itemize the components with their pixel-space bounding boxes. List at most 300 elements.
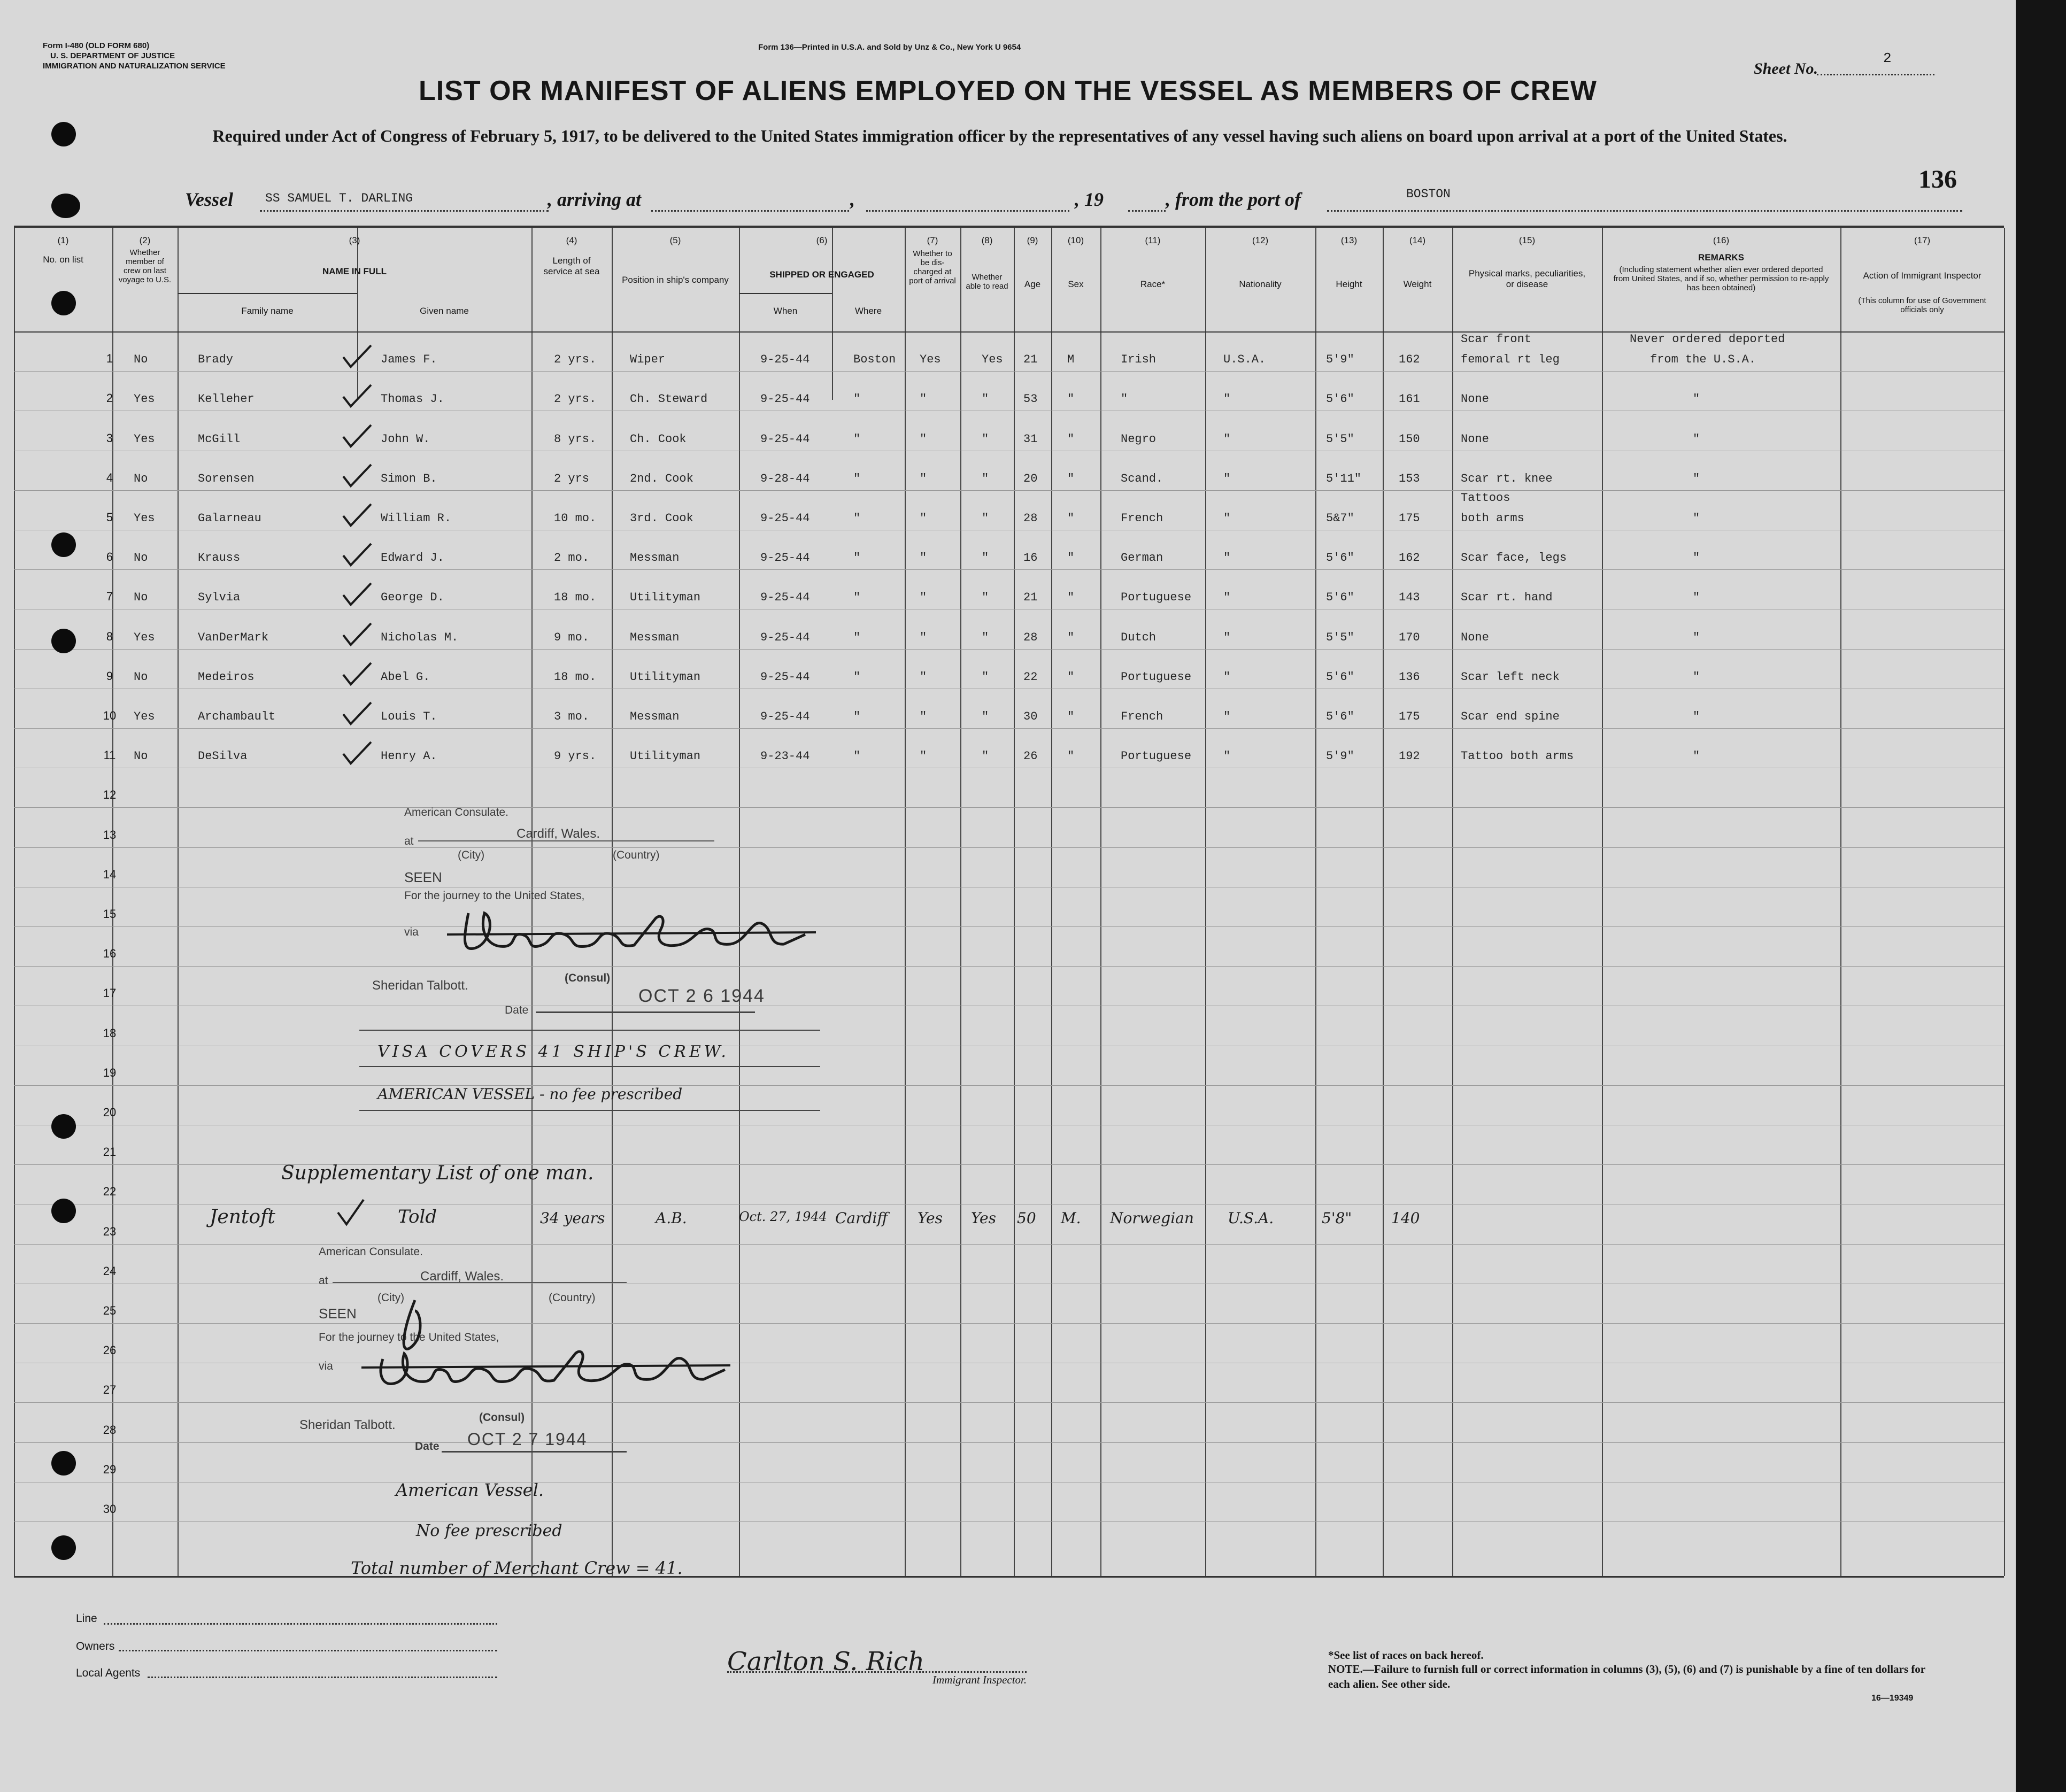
supp-weight: 140	[1391, 1209, 1420, 1227]
binder-hole	[51, 629, 76, 653]
crew-weight-cell: 170	[1399, 630, 1420, 644]
row-number: 29	[103, 1462, 117, 1476]
crew-race-cell: Dutch	[1121, 630, 1157, 644]
crew-when-cell: 9-25-44	[760, 551, 810, 565]
arriving-rule-2	[866, 210, 1069, 212]
crew-age-cell: 16	[1023, 551, 1038, 565]
row-number: 9	[106, 669, 113, 683]
crew-height-cell: 5'5"	[1326, 432, 1354, 446]
row-rule	[14, 490, 2004, 491]
row-rule	[14, 926, 2004, 927]
crew-given-cell: John W.	[381, 432, 430, 446]
check-icon	[341, 502, 373, 529]
stamp2-via: via	[319, 1360, 333, 1372]
col5-label: Position in ship's company	[622, 275, 729, 285]
footer-agents-label: Local Agents	[76, 1667, 141, 1679]
crew-height-cell: 5'11"	[1326, 472, 1362, 485]
col-line	[905, 228, 906, 1576]
year-label: , 19	[1075, 189, 1104, 210]
supp-where: Cardiff	[835, 1209, 888, 1227]
col10-label: Sex	[1068, 279, 1084, 289]
crew-race-cell: Portuguese	[1121, 670, 1192, 684]
crew-sex-cell: "	[1067, 630, 1075, 644]
col-line	[178, 228, 179, 1576]
row-number: 6	[106, 550, 113, 564]
crew-when-cell: 9-23-44	[760, 750, 810, 763]
sheet-number-value: 2	[1883, 50, 1892, 66]
row-number: 25	[103, 1304, 117, 1317]
supp-disch: Yes	[918, 1209, 943, 1227]
crew-marks-cell: Scar rt. hand	[1461, 591, 1553, 605]
crew-age-cell: 28	[1023, 512, 1038, 525]
consul-signature-2	[345, 1295, 741, 1402]
inspector-rule	[727, 1671, 1027, 1673]
year-rule	[1128, 210, 1166, 212]
check-icon	[341, 462, 373, 489]
crew-where-cell: Boston	[853, 353, 896, 367]
crew-when-cell: 9-28-44	[760, 472, 810, 485]
crew-sex-cell: "	[1067, 750, 1075, 763]
col6-when: When	[773, 306, 798, 316]
crew-position-cell: Messman	[630, 710, 680, 723]
stamp1-date-value: OCT 2 6 1944	[638, 986, 765, 1006]
crew-read-cell: "	[982, 551, 989, 565]
crew-read-cell: "	[982, 710, 989, 723]
row-number: 10	[103, 709, 117, 722]
row-number: 15	[103, 907, 117, 921]
page-subtitle: Required under Act of Congress of February 5, 1917, to be delivered to the United States immigration officer by the representatives of any vessel having such aliens on board upon arrival at a port of the United States.	[212, 126, 1787, 145]
row-number: 20	[103, 1106, 117, 1119]
service-line: IMMIGRATION AND NATURALIZATION SERVICE	[43, 61, 226, 71]
arriving-label: , arriving at	[548, 189, 642, 210]
crew-remarks-cell: "	[1693, 670, 1700, 684]
crew-height-cell: 5'5"	[1326, 630, 1354, 644]
crew-age-cell: 21	[1023, 353, 1038, 367]
supp-position: A.B.	[656, 1209, 687, 1227]
stamp2-country: (Country)	[549, 1292, 596, 1304]
stamp2-consulate: American Consulate.	[319, 1246, 423, 1258]
col-line	[1051, 228, 1052, 1576]
supp-given: Told	[398, 1206, 437, 1227]
stamp1-at: at	[404, 835, 414, 847]
crew-height-cell: 5&7"	[1326, 512, 1354, 525]
crew-nat-cell: "	[1223, 392, 1231, 406]
supp-race: Norwegian	[1110, 1209, 1194, 1227]
crew-marks-first-line: Scar front	[1461, 333, 1532, 346]
supp-height: 5'8"	[1322, 1209, 1352, 1227]
row-number: 3	[106, 431, 113, 445]
crew-disch-cell: "	[920, 392, 927, 406]
row-rule	[14, 966, 2004, 967]
crew-height-cell: 5'6"	[1326, 551, 1354, 565]
stamp1-consulate: American Consulate.	[404, 806, 508, 818]
row-number: 26	[103, 1343, 117, 1357]
stamp1-date-label: Date	[505, 1004, 529, 1016]
crew-prev-cell: No	[134, 750, 148, 763]
crew-height-cell: 5'6"	[1326, 710, 1354, 723]
col-line	[1840, 228, 1841, 1576]
crew-position-cell: 3rd. Cook	[630, 512, 693, 525]
crew-sex-cell: "	[1067, 670, 1075, 684]
row-number: 1	[106, 352, 113, 366]
crew-prev-cell: Yes	[134, 710, 155, 723]
crew-when-cell: 9-25-44	[760, 591, 810, 605]
binder-hole	[51, 1114, 76, 1139]
crew-when-cell: 9-25-44	[760, 670, 810, 684]
note-text: —Failure to furnish full or correct information in columns (3), (5), (6) and (7) is punishable by a fine of ten dollars for each alien. See other side.	[1328, 1663, 1925, 1690]
crew-nat-cell: "	[1223, 512, 1231, 525]
crew-when-cell: 9-25-44	[760, 710, 810, 723]
crew-age-cell: 28	[1023, 630, 1038, 644]
check-icon	[341, 740, 373, 767]
crew-race-cell: Irish	[1121, 353, 1157, 367]
crew-given-cell: Louis T.	[381, 710, 437, 723]
row-rule	[14, 569, 2004, 570]
col4-label: Length of service at sea	[543, 256, 600, 276]
crew-nat-cell: U.S.A.	[1223, 353, 1266, 367]
footer-owners-rule	[119, 1650, 497, 1651]
crew-service-cell: 18 mo.	[554, 670, 597, 684]
department-line: U. S. DEPARTMENT OF JUSTICE	[50, 51, 175, 60]
port-rule	[1327, 210, 1962, 212]
crew-weight-cell: 192	[1399, 750, 1420, 763]
crew-table	[14, 226, 2004, 1578]
crew-read-cell: Yes	[982, 353, 1003, 367]
crew-remarks-cell: "	[1693, 472, 1700, 485]
total-crew-note: Total number of Merchant Crew = 41.	[351, 1558, 683, 1578]
col14-label: Weight	[1403, 279, 1432, 289]
crew-remarks-second-line: from the U.S.A.	[1650, 353, 1756, 367]
col-line	[14, 228, 15, 1576]
crew-race-cell: Scand.	[1121, 472, 1163, 485]
crew-family-cell: Sorensen	[198, 472, 255, 485]
col16-label: REMARKS	[1698, 252, 1744, 262]
col14-num: (14)	[1409, 235, 1426, 245]
row-rule	[14, 371, 2004, 372]
arriving-comma: ,	[850, 189, 855, 210]
sheet-number-label: Sheet No.	[1754, 60, 1818, 78]
crew-sex-cell: "	[1067, 432, 1075, 446]
crew-prev-cell: No	[134, 353, 148, 367]
stamp2-date-value: OCT 2 7 1944	[467, 1430, 588, 1449]
crew-service-cell: 2 mo.	[554, 551, 590, 565]
row-number: 7	[106, 590, 113, 604]
crew-race-cell: Negro	[1121, 432, 1157, 446]
row-number: 18	[103, 1026, 117, 1040]
printer-line: Form 136—Printed in U.S.A. and Sold by Unz & Co., New York U 9654	[758, 43, 1021, 52]
visa-covers-note: VISA COVERS 41 SHIP'S CREW.	[377, 1042, 729, 1061]
crew-when-cell: 9-25-44	[760, 392, 810, 406]
american-vessel-note: AMERICAN VESSEL - no fee prescribed	[377, 1085, 683, 1103]
crew-given-cell: William R.	[381, 512, 452, 525]
inspector-signature: Carlton S. Rich	[727, 1647, 924, 1677]
col6-label: SHIPPED OR ENGAGED	[769, 269, 874, 280]
col16-num: (16)	[1713, 235, 1730, 245]
crew-read-cell: "	[982, 591, 989, 605]
crew-service-cell: 3 mo.	[554, 710, 590, 723]
crew-given-cell: Thomas J.	[381, 392, 444, 406]
stamp2-date-rule	[442, 1451, 627, 1453]
stamp2-consul: (Consul)	[479, 1411, 525, 1424]
crew-marks-cell: Tattoo both arms	[1461, 750, 1574, 763]
crew-where-cell: "	[853, 670, 861, 684]
stamp2-city-value: Cardiff, Wales.	[420, 1269, 504, 1284]
stamp2-date-label: Date	[415, 1440, 440, 1453]
crew-disch-cell: "	[920, 670, 927, 684]
col8-num: (8)	[981, 235, 993, 245]
check-icon	[341, 383, 373, 410]
crew-where-cell: "	[853, 551, 861, 565]
footer-line-rule	[104, 1623, 497, 1625]
crew-service-cell: 18 mo.	[554, 591, 597, 605]
crew-where-cell: "	[853, 432, 861, 446]
col15-num: (15)	[1518, 235, 1536, 245]
crew-position-cell: Messman	[630, 630, 680, 644]
crew-prev-cell: No	[134, 551, 148, 565]
stamp1-seen: SEEN	[404, 869, 442, 885]
stamp1-country: (Country)	[613, 849, 660, 861]
supp-family: Jentoft	[210, 1206, 275, 1228]
col2-num: (2)	[139, 235, 151, 245]
crew-position-cell: Messman	[630, 551, 680, 565]
crew-marks-cell: both arms	[1461, 512, 1524, 525]
row-rule	[14, 1442, 2004, 1443]
crew-when-cell: 9-25-44	[760, 432, 810, 446]
col12-label: Nationality	[1239, 279, 1282, 289]
col3-num: (3)	[349, 235, 360, 245]
crew-disch-cell: "	[920, 551, 927, 565]
col17-label: Action of Immigrant Inspector	[1863, 271, 1982, 281]
row-number: 11	[103, 748, 116, 762]
col-line	[2004, 228, 2005, 1576]
supp-read: Yes	[971, 1209, 996, 1227]
crew-disch-cell: "	[920, 710, 927, 723]
crew-family-cell: DeSilva	[198, 750, 248, 763]
crew-position-cell: 2nd. Cook	[630, 472, 693, 485]
crew-height-cell: 5'6"	[1326, 392, 1354, 406]
crew-marks-cell: Scar left neck	[1461, 670, 1560, 684]
col-line	[1205, 228, 1206, 1576]
crew-family-cell: Medeiros	[198, 670, 255, 684]
crew-family-cell: Sylvia	[198, 591, 241, 605]
stamp1-consul-name: Sheridan Talbott.	[372, 978, 468, 993]
crew-prev-cell: Yes	[134, 392, 155, 406]
crew-weight-cell: 136	[1399, 670, 1420, 684]
crew-where-cell: "	[853, 710, 861, 723]
binder-hole	[51, 532, 76, 557]
row-number: 14	[103, 867, 117, 881]
crew-race-cell: Portuguese	[1121, 750, 1192, 763]
check-icon	[341, 343, 373, 370]
binder-hole	[51, 291, 76, 315]
crew-nat-cell: "	[1223, 591, 1231, 605]
crew-remarks-cell: "	[1693, 630, 1700, 644]
crew-sex-cell: M	[1067, 353, 1075, 367]
note1-top-rule	[359, 1030, 820, 1031]
crew-marks-cell: Scar face, legs	[1461, 551, 1567, 565]
stamp1-city-rule	[418, 840, 714, 841]
crew-position-cell: Ch. Steward	[630, 392, 708, 406]
from-port-label: , from the port of	[1166, 189, 1301, 210]
crew-age-cell: 26	[1023, 750, 1038, 763]
binder-hole	[51, 1451, 76, 1476]
crew-remarks-cell: "	[1693, 392, 1700, 406]
crew-weight-cell: 175	[1399, 710, 1420, 723]
row-number: 30	[103, 1502, 117, 1516]
row-number: 19	[103, 1065, 117, 1079]
crew-marks-cell: None	[1461, 432, 1489, 446]
crew-given-cell: Edward J.	[381, 551, 444, 565]
col3-given: Given name	[420, 306, 469, 316]
row-number: 2	[106, 391, 113, 405]
row-number: 23	[103, 1224, 117, 1238]
col13-label: Height	[1336, 279, 1362, 289]
inspector-label: Immigrant Inspector.	[932, 1673, 1027, 1686]
check-icon	[341, 661, 373, 688]
crew-where-cell: "	[853, 512, 861, 525]
crew-age-cell: 30	[1023, 710, 1038, 723]
col7-label: Whether to be dis-charged at port of arrival	[909, 249, 956, 285]
stamp2-consul-name: Sheridan Talbott.	[299, 1418, 396, 1432]
crew-disch-cell: "	[920, 432, 927, 446]
row-number: 13	[103, 828, 117, 841]
col-line	[112, 228, 113, 1576]
row-rule	[14, 1244, 2004, 1245]
stamp1-via: via	[404, 926, 419, 938]
supp-sex: M.	[1061, 1209, 1081, 1227]
col11-num: (11)	[1145, 235, 1161, 245]
crew-race-cell: French	[1121, 512, 1163, 525]
consul-signature-1	[431, 897, 827, 961]
binder-hole	[51, 122, 76, 146]
crew-race-cell: "	[1121, 392, 1128, 406]
col2-label: Whether member of crew on last voyage to U.S.	[118, 248, 172, 284]
stamp1-city-value: Cardiff, Wales.	[516, 827, 600, 841]
crew-disch-cell: Yes	[920, 353, 941, 367]
col12-num: (12)	[1252, 235, 1269, 245]
footer-owners-label: Owners	[76, 1640, 115, 1652]
crew-sex-cell: "	[1067, 512, 1075, 525]
crew-marks-cell: femoral rt leg	[1461, 353, 1560, 367]
col1-label: No. on list	[43, 254, 83, 265]
crew-when-cell: 9-25-44	[760, 512, 810, 525]
stamp1-city: (City)	[458, 849, 485, 861]
crew-remarks-cell: "	[1693, 512, 1700, 525]
crew-sex-cell: "	[1067, 551, 1075, 565]
check-icon	[341, 700, 373, 727]
crew-age-cell: 22	[1023, 670, 1038, 684]
note1-mid-rule	[359, 1066, 820, 1067]
col15-label: Physical marks, peculiarities, or disease	[1468, 268, 1586, 289]
crew-sex-cell: "	[1067, 472, 1075, 485]
crew-height-cell: 5'9"	[1326, 750, 1354, 763]
vessel-value: SS SAMUEL T. DARLING	[265, 191, 413, 205]
crew-age-cell: 53	[1023, 392, 1038, 406]
crew-when-cell: 9-25-44	[760, 353, 810, 367]
crew-age-cell: 21	[1023, 591, 1038, 605]
crew-read-cell: "	[982, 512, 989, 525]
crew-prev-cell: Yes	[134, 630, 155, 644]
col13-num: (13)	[1340, 235, 1358, 245]
crew-service-cell: 9 mo.	[554, 630, 590, 644]
crew-nat-cell: "	[1223, 432, 1231, 446]
port-value: BOSTON	[1406, 187, 1451, 201]
crew-read-cell: "	[982, 472, 989, 485]
american-vessel-note-2: American Vessel.	[396, 1480, 544, 1500]
crew-position-cell: Utilityman	[630, 750, 701, 763]
col7-num: (7)	[927, 235, 938, 245]
check-icon	[341, 542, 373, 568]
crew-marks-cell: Scar end spine	[1461, 710, 1560, 723]
crew-read-cell: "	[982, 432, 989, 446]
fine-note	[1328, 1662, 1943, 1691]
footer-line-label: Line	[76, 1612, 97, 1625]
row-rule	[14, 1521, 2004, 1522]
form-identifier	[43, 41, 226, 71]
crew-family-cell: Brady	[198, 353, 234, 367]
row-number: 21	[103, 1145, 117, 1159]
col9-label: Age	[1024, 279, 1041, 289]
stamp1-date-rule	[536, 1011, 755, 1013]
crew-service-cell: 9 yrs.	[554, 750, 597, 763]
col-line	[1602, 228, 1603, 1576]
crew-height-cell: 5'6"	[1326, 591, 1354, 605]
crew-where-cell: "	[853, 630, 861, 644]
crew-read-cell: "	[982, 670, 989, 684]
crew-given-cell: Henry A.	[381, 750, 437, 763]
supp-when: Oct. 27, 1944	[739, 1209, 827, 1224]
row-rule	[14, 807, 2004, 808]
arriving-rule	[651, 210, 849, 212]
crew-sex-cell: "	[1067, 591, 1075, 605]
crew-age-cell: 31	[1023, 432, 1038, 446]
row-rule	[14, 1323, 2004, 1324]
crew-marks-cell: None	[1461, 630, 1489, 644]
supplementary-heading: Supplementary List of one man.	[281, 1162, 594, 1184]
col8-label: Whether able to read	[966, 273, 1008, 291]
row-rule	[14, 1402, 2004, 1403]
crew-disch-cell: "	[920, 472, 927, 485]
crew-given-cell: George D.	[381, 591, 444, 605]
binder-hole	[51, 194, 80, 218]
col6-num: (6)	[816, 235, 828, 245]
crew-prev-cell: Yes	[134, 432, 155, 446]
crew-race-cell: German	[1121, 551, 1163, 565]
col17-num: (17)	[1914, 235, 1931, 245]
crew-remarks-cell: "	[1693, 750, 1700, 763]
crew-weight-cell: 153	[1399, 472, 1420, 485]
crew-marks-cell: Scar rt. knee	[1461, 472, 1553, 485]
row-number: 27	[103, 1383, 117, 1397]
row-number: 22	[103, 1185, 117, 1199]
crew-nat-cell: "	[1223, 551, 1231, 565]
col17-note: (This column for use of Government officials only	[1858, 296, 1986, 314]
crew-remarks-cell: "	[1693, 710, 1700, 723]
crew-service-cell: 8 yrs.	[554, 432, 597, 446]
stamp2-journey: For the journey to the United States,	[319, 1331, 499, 1343]
crew-nat-cell: "	[1223, 670, 1231, 684]
row-number: 24	[103, 1264, 117, 1278]
crew-height-cell: 5'6"	[1326, 670, 1354, 684]
col11-label: Race*	[1140, 279, 1166, 289]
crew-family-cell: Kelleher	[198, 392, 255, 406]
crew-position-cell: Ch. Cook	[630, 432, 687, 446]
shipped-sub-rule	[739, 293, 832, 294]
crew-nat-cell: "	[1223, 750, 1231, 763]
check-icon	[341, 581, 373, 608]
crew-service-cell: 10 mo.	[554, 512, 597, 525]
row-number: 28	[103, 1423, 117, 1436]
